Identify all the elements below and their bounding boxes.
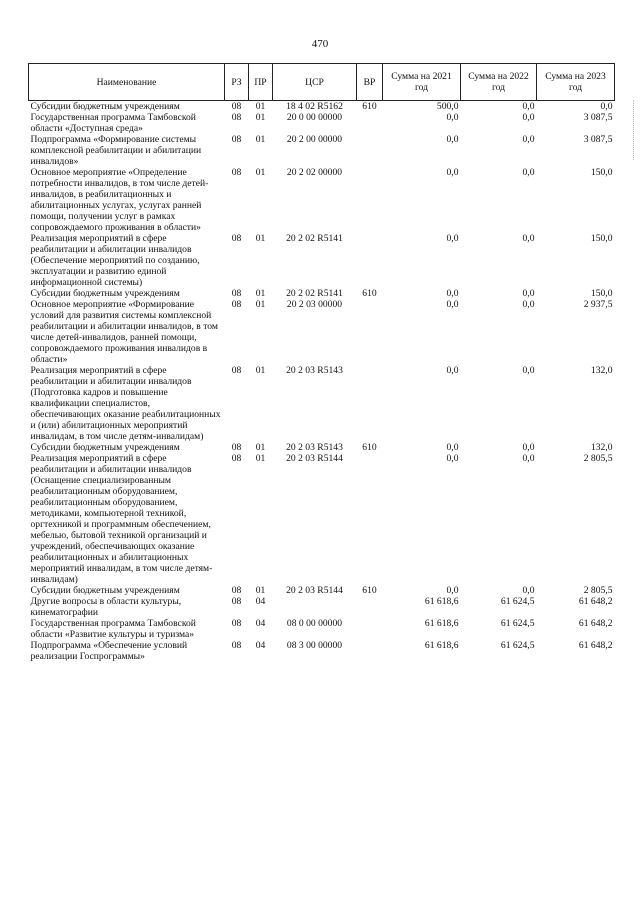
row-sum-2021: 0,0	[446, 288, 459, 299]
row-csr: 20 0 00 00000	[286, 112, 343, 123]
row-sum-2023: 2 805,5	[583, 453, 613, 464]
row-pr: 01	[255, 299, 266, 310]
row-vr	[357, 365, 383, 442]
table-row	[29, 233, 615, 288]
row-name: Субсидии бюджетным учреждениям	[30, 288, 180, 299]
row-vr	[357, 453, 383, 585]
table-row	[29, 640, 615, 662]
row-vr	[357, 167, 383, 233]
row-sum-2023: 61 648,2	[578, 596, 613, 607]
row-pr: 01	[255, 365, 266, 376]
table-row	[29, 299, 615, 365]
row-name: Государственная программа Тамбовской области «Доступная среда»	[30, 112, 196, 134]
header-rz: РЗ	[225, 64, 249, 101]
table-row	[29, 112, 615, 134]
table-row	[29, 585, 615, 596]
row-rz: 08	[231, 442, 242, 453]
row-sum-2023: 61 648,2	[578, 640, 613, 651]
row-name: Реализация мероприятий в сфере реабилитации и абилитации инвалидов (Оснащение специализированным реабилитационным оборудованием, реабилитационным оборудованием, методиками, компьютерной техникой, оргтехникой и программным обеспечением, мебелью, бытовой техникой организаций и учреждений, обеспечивающих оказание реабилитационных и абилитационных мероприятий инвалидам, в том числе детям-инвалидам)	[30, 453, 213, 585]
row-sum-2022: 0,0	[522, 167, 535, 178]
row-name: Реализация мероприятий в сфере реабилитации и абилитации инвалидов (Подготовка кадров и повышение квалификации специалистов, обеспечивающих оказание реабилитационных и (или) абилитационных мероприятий инвалидам, в том числе детям-инвалидам)	[30, 365, 221, 442]
row-csr: 20 2 00 00000	[286, 134, 343, 145]
row-sum-2023: 2 805,5	[583, 585, 613, 596]
row-sum-2021: 500,0	[436, 101, 459, 112]
row-rz: 08	[231, 288, 242, 299]
row-name: Реализация мероприятий в сфере реабилитации и абилитации инвалидов (Обеспечение мероприятий по созданию, эксплуатации и развитию единой информационной системы)	[30, 233, 200, 288]
table-row	[29, 288, 615, 299]
row-csr: 20 2 03 R5144	[286, 585, 343, 596]
row-sum-2023: 150,0	[590, 167, 613, 178]
row-sum-2021: 0,0	[446, 167, 459, 178]
row-vr	[357, 299, 383, 365]
row-vr	[357, 134, 383, 167]
header-pr: ПР	[249, 64, 273, 101]
row-rz: 08	[231, 101, 242, 112]
row-vr	[357, 640, 383, 662]
row-vr: 610	[362, 585, 377, 596]
row-pr: 01	[255, 167, 266, 178]
row-sum-2021: 0,0	[446, 365, 459, 376]
row-sum-2022: 0,0	[522, 453, 535, 464]
row-sum-2021: 61 618,6	[424, 618, 459, 629]
row-sum-2022: 0,0	[522, 299, 535, 310]
row-sum-2021: 0,0	[446, 453, 459, 464]
header-name: Наименование	[29, 64, 225, 101]
row-name: Подпрограмма «Формирование системы комплексной реабилитации и абилитации инвалидов»	[30, 134, 202, 167]
table-body	[29, 101, 615, 663]
row-pr: 01	[255, 233, 266, 244]
row-sum-2023: 132,0	[590, 442, 613, 453]
row-csr: 18 4 02 R5162	[286, 101, 343, 112]
row-vr	[357, 596, 383, 618]
row-pr: 04	[255, 640, 266, 651]
row-name: Субсидии бюджетным учреждениям	[30, 101, 180, 112]
row-pr: 01	[255, 453, 266, 464]
row-rz: 08	[231, 112, 242, 123]
row-sum-2022: 0,0	[522, 288, 535, 299]
row-pr: 01	[255, 112, 266, 123]
row-sum-2021: 0,0	[446, 134, 459, 145]
table-row	[29, 101, 615, 113]
row-sum-2023: 3 087,5	[583, 134, 613, 145]
row-sum-2022: 0,0	[522, 365, 535, 376]
row-csr: 20 2 02 R5141	[286, 233, 343, 244]
row-name: Субсидии бюджетным учреждениям	[30, 442, 180, 453]
table-row	[29, 596, 615, 618]
table-row	[29, 618, 615, 640]
table-header-row	[29, 64, 615, 101]
header-sum-2022: Сумма на 2022 год	[461, 64, 537, 101]
row-csr	[273, 596, 357, 618]
row-rz: 08	[231, 167, 242, 178]
row-sum-2023: 3 087,5	[583, 112, 613, 123]
row-vr: 610	[362, 101, 377, 112]
row-csr: 20 2 02 00000	[286, 167, 343, 178]
row-sum-2021: 0,0	[446, 299, 459, 310]
row-pr: 01	[255, 442, 266, 453]
row-name: Основное мероприятие «Определение потребности инвалидов, в том числе детей-инвалидов, в реабилитационных и абилитационных услугах, услугах ранней помощи, получении услуг в рамках сопровождаемого проживания в области»	[30, 167, 209, 233]
row-rz: 08	[231, 640, 242, 651]
row-pr: 01	[255, 288, 266, 299]
row-sum-2023: 0,0	[600, 101, 613, 112]
row-sum-2021: 61 618,6	[424, 596, 459, 607]
row-name: Подпрограмма «Обеспечение условий реализации Госпрограммы»	[30, 640, 188, 662]
header-sum-2023: Сумма на 2023 год	[537, 64, 615, 101]
row-csr: 20 2 03 00000	[286, 299, 343, 310]
row-name: Субсидии бюджетным учреждениям	[30, 585, 180, 596]
row-csr: 20 2 03 R5143	[286, 442, 343, 453]
row-sum-2021: 0,0	[446, 233, 459, 244]
row-rz: 08	[231, 585, 242, 596]
table-row	[29, 453, 615, 585]
row-sum-2023: 2 937,5	[583, 299, 613, 310]
row-sum-2021: 61 618,6	[424, 640, 459, 651]
row-pr: 01	[255, 134, 266, 145]
row-sum-2023: 132,0	[590, 365, 613, 376]
row-sum-2021: 0,0	[446, 442, 459, 453]
row-pr: 04	[255, 596, 266, 607]
row-sum-2022: 0,0	[522, 442, 535, 453]
row-sum-2022: 61 624,5	[500, 596, 535, 607]
row-sum-2022: 0,0	[522, 134, 535, 145]
budget-table	[28, 63, 615, 662]
row-sum-2022: 0,0	[522, 585, 535, 596]
row-vr: 610	[362, 442, 377, 453]
header-sum-2021: Сумма на 2021 год	[383, 64, 461, 101]
row-sum-2023: 61 648,2	[578, 618, 613, 629]
table-row	[29, 167, 615, 233]
row-csr: 20 2 03 R5143	[286, 365, 343, 376]
row-vr	[357, 112, 383, 134]
row-pr: 01	[255, 585, 266, 596]
row-csr: 20 2 02 R5141	[286, 288, 343, 299]
row-csr: 08 0 00 00000	[286, 618, 343, 629]
row-vr	[357, 233, 383, 288]
row-sum-2022: 0,0	[522, 112, 535, 123]
row-sum-2022: 61 624,5	[500, 640, 535, 651]
header-vr: ВР	[357, 64, 383, 101]
page-number: 470	[311, 38, 329, 50]
row-pr: 01	[255, 101, 266, 112]
row-rz: 08	[231, 596, 242, 607]
row-rz: 08	[231, 233, 242, 244]
header-csr: ЦСР	[273, 64, 357, 101]
row-sum-2021: 0,0	[446, 585, 459, 596]
row-csr: 20 2 03 R5144	[286, 453, 343, 464]
row-rz: 08	[231, 453, 242, 464]
row-rz: 08	[231, 299, 242, 310]
row-sum-2023: 150,0	[590, 288, 613, 299]
row-csr: 08 3 00 00000	[286, 640, 343, 651]
row-pr: 04	[255, 618, 266, 629]
row-sum-2023: 150,0	[590, 233, 613, 244]
table-row	[29, 442, 615, 453]
table-row	[29, 134, 615, 167]
row-sum-2021: 0,0	[446, 112, 459, 123]
row-sum-2022: 61 624,5	[500, 618, 535, 629]
margin-mark	[633, 100, 638, 160]
row-sum-2022: 0,0	[522, 233, 535, 244]
row-rz: 08	[231, 365, 242, 376]
row-vr	[357, 618, 383, 640]
row-vr: 610	[362, 288, 377, 299]
row-name: Государственная программа Тамбовской области «Развитие культуры и туризма»	[30, 618, 196, 640]
row-sum-2022: 0,0	[522, 101, 535, 112]
row-rz: 08	[231, 618, 242, 629]
table-row	[29, 365, 615, 442]
row-rz: 08	[231, 134, 242, 145]
row-name: Основное мероприятие «Формирование условий для развития системы комплексной реабилитации и абилитации инвалидов, в том числе детей-инвалидов, ранней помощи, сопровождаемого проживания инвалидов в области»	[30, 299, 218, 365]
row-name: Другие вопросы в области культуры, кинематографии	[30, 596, 182, 618]
